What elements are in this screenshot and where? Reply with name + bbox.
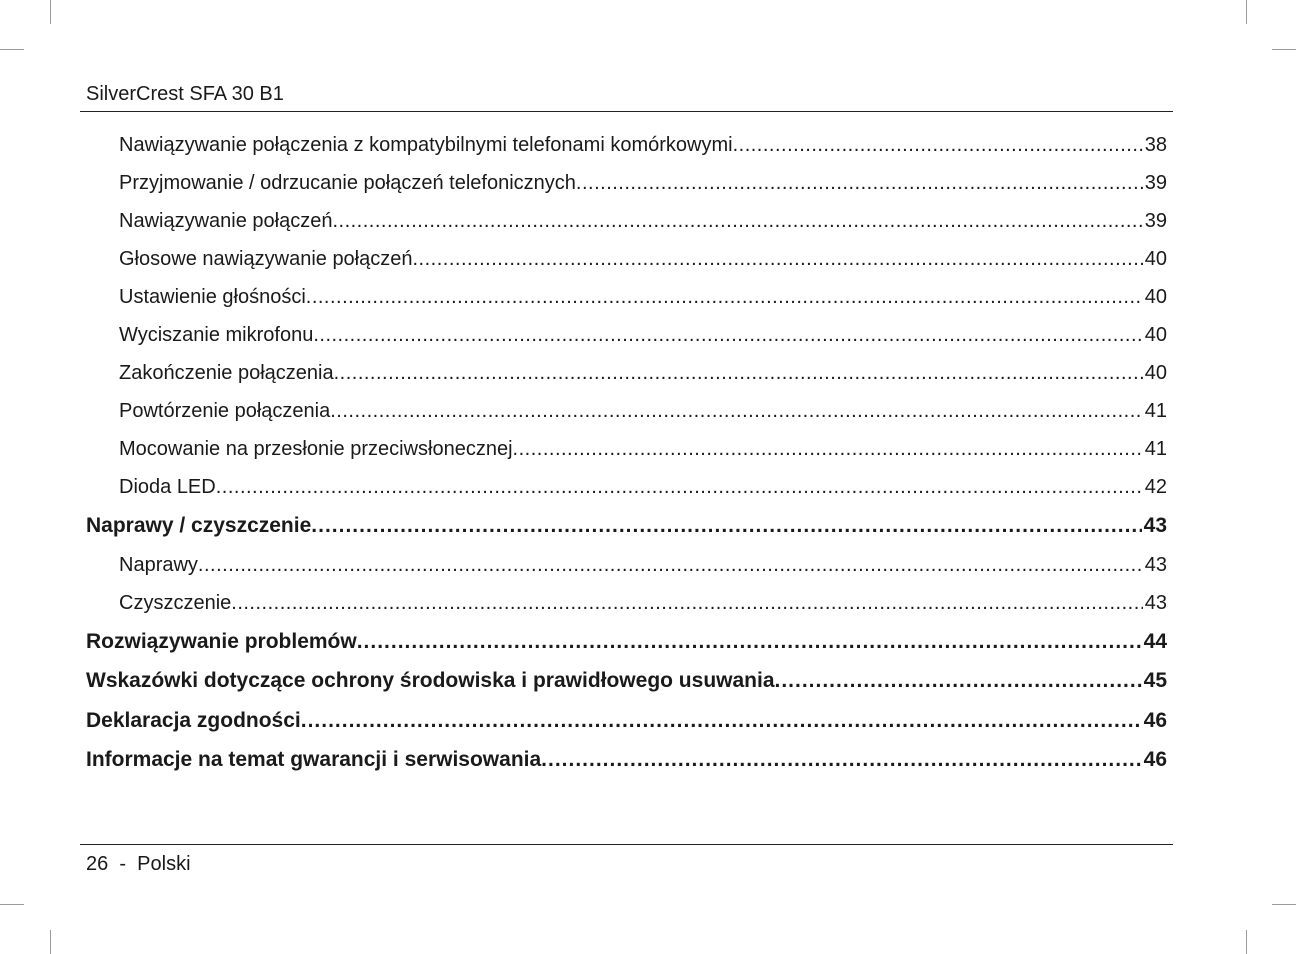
toc-dot-leader [306,278,1143,316]
toc-dot-leader [733,126,1143,164]
toc-section-entry[interactable] [86,202,1167,240]
toc-section-entry[interactable] [86,126,1167,164]
toc-section-entry[interactable] [86,546,1167,584]
toc-section-entry[interactable] [86,164,1167,202]
footer-rule [80,844,1173,845]
crop-mark [50,930,51,954]
toc-entry-title: Deklaracja zgodności [86,708,301,732]
toc-entry-title: Dioda LED [119,476,216,498]
crop-mark [0,49,24,50]
toc-section-entry[interactable] [86,278,1167,316]
toc-chapter-entry[interactable] [86,701,1167,741]
toc-entry-title: Nawiązywanie połączeń [119,210,333,232]
crop-mark [1246,930,1247,954]
toc-entry-page-number: 40 [1144,248,1167,270]
toc-entry-page-number: 40 [1144,286,1167,308]
crop-mark [0,904,24,905]
toc-entry-page-number: 41 [1144,438,1167,460]
toc-dot-leader [541,740,1141,780]
toc-dot-leader [413,240,1143,278]
toc-section-entry[interactable] [86,584,1167,622]
footer-separator: - [119,853,127,875]
toc-entry-page-number: 40 [1144,362,1167,384]
crop-mark [1246,0,1247,24]
toc-entry-page-number: 39 [1144,172,1167,194]
toc-entry-title: Wyciszanie mikrofonu [119,324,314,346]
toc-entry-title: Informacje na temat gwarancji i serwisowania [86,748,542,771]
toc-chapter-entry[interactable] [86,740,1167,780]
toc-section-entry[interactable] [86,316,1167,354]
toc-section-entry[interactable] [86,392,1167,430]
toc-entry-page-number: 42 [1144,476,1167,498]
toc-chapter-entry[interactable] [86,661,1167,701]
toc-dot-leader [301,701,1142,741]
toc-entry-title: Wskazówki dotyczące ochrony środowiska i prawidłowego usuwania [86,669,775,692]
toc-dot-leader [775,661,1142,701]
page-footer [86,852,191,876]
toc-dot-leader [313,316,1142,354]
toc-section-entry[interactable] [86,240,1167,278]
toc-entry-page-number: 41 [1144,400,1167,422]
footer-page-number: 26 [86,853,109,875]
toc-section-entry[interactable] [86,430,1167,468]
toc-section-entry[interactable] [86,354,1167,392]
toc-entry-title: Zakończenie połączenia [119,362,334,384]
toc-dot-leader [357,622,1142,662]
toc-entry-title: Ustawienie głośności [119,286,306,308]
toc-entry-page-number: 38 [1144,134,1167,156]
toc-entry-title: Naprawy / czyszczenie [86,514,312,537]
footer-language: Polski [137,853,191,875]
toc-entry-title: Rozwiązywanie problemów [86,629,357,653]
toc-entry-title: Głosowe nawiązywanie połączeń [119,248,413,270]
toc-dot-leader [513,430,1143,468]
toc-dot-leader [330,392,1143,430]
table-of-contents [86,126,1167,780]
toc-dot-leader [311,506,1141,546]
toc-entry-title: Naprawy [119,553,198,576]
toc-entry-page-number: 39 [1144,210,1167,232]
toc-entry-page-number: 40 [1144,324,1167,346]
crop-mark [1272,904,1296,905]
toc-chapter-entry[interactable] [86,622,1167,662]
toc-entry-title: Powtórzenie połączenia [119,400,331,422]
toc-entry-title: Mocowanie na przesłonie przeciwsłonecznej [119,438,513,460]
toc-dot-leader [198,546,1143,584]
header-rule [80,111,1173,112]
toc-entry-title: Przyjmowanie / odrzucanie połączeń telefonicznych [119,172,576,194]
toc-entry-page-number: 43 [1143,514,1167,537]
toc-entry-title: Nawiązywanie połączenia z kompatybilnymi telefonami komórkowymi [119,134,733,156]
toc-entry-page-number: 45 [1143,669,1167,692]
toc-dot-leader [231,584,1142,622]
toc-entry-page-number: 43 [1144,591,1167,614]
toc-dot-leader [216,468,1143,506]
toc-entry-title: Czyszczenie [119,591,232,614]
crop-mark [1272,49,1296,50]
toc-entry-page-number: 43 [1144,553,1167,576]
toc-section-entry[interactable] [86,468,1167,506]
header-title: SilverCrest SFA 30 B1 [86,83,284,105]
toc-dot-leader [334,354,1143,392]
crop-mark [50,0,51,24]
toc-entry-page-number: 46 [1143,748,1167,771]
toc-dot-leader [332,202,1142,240]
toc-chapter-entry[interactable] [86,506,1167,546]
toc-entry-page-number: 44 [1143,629,1167,653]
toc-entry-page-number: 46 [1143,708,1167,732]
toc-dot-leader [576,164,1143,202]
